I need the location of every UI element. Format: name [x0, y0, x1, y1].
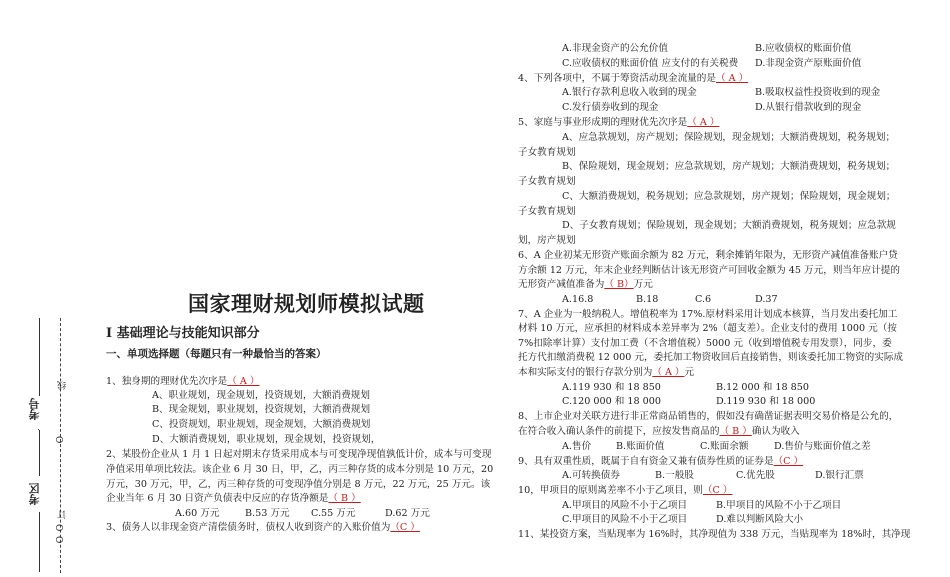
q8-option-d: D.售价与账面价值之差: [774, 441, 871, 452]
q2-line3: 万元，30 万元，甲，乙，丙三种存货的可变现净值分别是 8 万元，22 万元，25 万元。该: [106, 479, 491, 490]
page-title: 国家理财规划师模拟试题: [188, 292, 425, 316]
q11-line1: 11、某投资方案，当贴现率为 16%时，其净现值为 338 万元，当贴现率为 18%时，其净现: [518, 529, 911, 540]
q1-answer: （ A ）: [227, 376, 260, 387]
q1-option-b: B、现金规划，职业规划，投资规划，大额消费规划: [152, 404, 371, 415]
q2-option-d: D.62 万元: [385, 508, 430, 519]
q6-option-b: B.18: [636, 294, 659, 305]
q2-option-a: A.60 万元: [175, 508, 220, 519]
q6-line1: 6、A 企业初某无形资产账面余额为 82 万元，剩余摊销年限为，无形资产减值准备账户贷: [518, 250, 898, 261]
q6-option-c: C.6: [695, 294, 712, 305]
section-heading: I 基础理论与技能知识部分: [106, 326, 260, 341]
q5-option-b: B、保险规划，现金规划；应急款规划，房产规划；大额消费规划，税务规划；: [562, 161, 896, 172]
q3-stem: 3、债务人以非现金资产清偿债务时，债权人收到资产的入账价值为（C ）: [106, 522, 420, 533]
q10-option-b: B.甲项目的风险不小于乙项目: [716, 500, 842, 511]
q5-option-b-cont: 子女教育规划: [518, 176, 576, 187]
q7-answer: （ A ）: [652, 367, 685, 378]
q9-option-b: B.一般股: [655, 470, 694, 481]
q9-answer: （C ）: [773, 456, 804, 467]
q9-option-d: D.银行汇票: [815, 470, 864, 481]
q4-option-d: D.从银行借款收到的现金: [755, 102, 862, 113]
q8-line1: 8、上市企业对关联方进行非正常商品销售的，假如没有确凿证据表明交易价格是公允的，: [518, 411, 899, 422]
q9-stem: 9、具有双重性质，既属于自有资金又兼有债券性质的证券是（C ）: [518, 456, 804, 467]
q4-answer: （ A ）: [715, 73, 749, 84]
circle-mark-1: O: [56, 436, 66, 444]
q10-option-a: A.甲项目的风险不小于乙项目: [562, 500, 688, 511]
q3-option-c: C.应收债权的账面价值 应支付的有关税费: [562, 58, 739, 69]
q5-option-d-cont: 划，房产规划: [518, 235, 576, 246]
q7-line5: 本和实际支付的银行存款分别为（ A ）元: [518, 367, 695, 378]
q7-line1: 7、A 企业为一般纳税人。增值税率为 17%.原材料采用计划成本核算，当月发出委托加工: [518, 309, 898, 320]
q10-option-d: D.难以判断风险大小: [716, 514, 804, 525]
q7-line2: 材料 10 万元，应承担的材料成本差异率为 2%（超支差）。企业支付的费用 1000 元（按: [518, 323, 897, 334]
q7-line4: 托方代扣缴消费税 12 000 元，委托加工物资收回后直接销售，则该委托加工物资的实际成: [518, 352, 904, 363]
q5-option-c-cont: 子女教育规划: [518, 206, 576, 217]
exam-area-label: 考区: [28, 483, 41, 505]
line-mark: 线: [58, 381, 68, 390]
bind-mark: 订: [58, 510, 68, 519]
q6-option-d: D.37: [755, 294, 778, 305]
exam-area-rule-2: [39, 512, 40, 572]
q4-stem: 4、下列各项中，不属于筹资活动现金流量的是（ A ）: [518, 73, 749, 84]
q2-line1: 2、某股份企业从 1 月 1 日起对期末存货采用成本与可变现净现值孰低计价，成本与可变现: [106, 449, 492, 460]
q6-answer: （ B）: [604, 279, 634, 290]
exam-number-rule: [39, 318, 40, 396]
circle-mark-3: O: [56, 536, 66, 544]
exam-number-label: 考号: [28, 398, 41, 420]
q7-option-c: C.120 000 和 18 000: [562, 396, 661, 407]
q2-line2: 净值采用单项比较法。该企业 6 月 30 日，甲，乙，丙三种存货的成本分别是 10 万元，20: [106, 464, 494, 475]
q3-option-d: D.非现金资产原账面价值: [755, 58, 862, 69]
binding-line: [60, 318, 62, 573]
q2-line4: 企业当年 6 月 30 日资产负债表中反应的存货净额是（ B ）: [106, 493, 361, 504]
q7-option-d: D.119 930 和 18 000: [716, 396, 816, 407]
q8-answer: （ B ）: [719, 426, 752, 437]
q4-option-a: A.银行存款利息收入收到的现金: [562, 87, 697, 98]
q3-answer: （C ）: [390, 522, 420, 533]
q2-option-c: C.55 万元: [311, 508, 356, 519]
q9-option-c: C.优先股: [736, 470, 775, 481]
q7-option-a: A.119 930 和 18 850: [562, 382, 661, 393]
q5-stem: 5、家庭与事业形成期的理财优先次序是（ A ）: [518, 117, 720, 128]
q7-line3: 7%扣除率计算）支付加工费（不含增值税）5000 元（收到增值税专用发票），同步，委: [518, 338, 892, 349]
q10-stem: 10，甲项目的原则离差率不小于乙项目，则（C ）: [518, 485, 733, 496]
q8-option-a: A.售价: [562, 441, 592, 452]
q1-option-d: D、大额消费规划，职业规划，现金规划，投资规划，: [152, 434, 381, 445]
q1-option-a: A、职业规划，现金规划，投资规划，大额消费规划: [152, 390, 370, 401]
q6-line3: 无形资产减值准备为（ B）万元: [518, 279, 653, 290]
q2-answer: （ B ）: [328, 493, 361, 504]
q5-answer: （ A ）: [687, 117, 720, 128]
q4-option-c: C.发行债券收到的现金: [562, 102, 659, 113]
q10-option-c: C.甲项目的风险不小于乙项目: [562, 514, 688, 525]
q5-option-a-cont: 子女教育规划: [518, 147, 576, 158]
q1-stem: 1、独身期的理财优先次序是（ A ）: [106, 376, 260, 387]
q5-option-d: D、子女教育规划；保险规划，现金规划；大额消费规划，税务规划；应急款规: [562, 220, 896, 231]
q7-option-b: B.12 000 和 18 850: [716, 382, 809, 393]
circle-mark-2: O: [56, 524, 66, 532]
q8-line2: 在符合收入确认条件的前提下，应按发售商品的（ B ）确认为收入: [518, 426, 800, 437]
q3-option-a: A.非现金资产的公允价值: [562, 43, 668, 54]
q6-line2: 方余额 12 万元，年末企业经判断估计该无形资产可回收金额为 45 万元，则当年应计提的: [518, 265, 900, 276]
q10-answer: （C ）: [702, 485, 733, 496]
q5-option-c: C、大额消费规划，税务规划；应急款规划，房产规划；保险规划，现金规划；: [562, 191, 896, 202]
q6-option-a: A.16.8: [562, 294, 594, 305]
exam-area-rule: [39, 430, 40, 476]
q9-option-a: A.可转换债券: [562, 470, 620, 481]
q2-option-b: B.53 万元: [245, 508, 290, 519]
q4-option-b: B.吸取权益性投资收到的现金: [755, 87, 881, 98]
q3-option-b: B.应收债权的账面价值: [755, 43, 852, 54]
q1-option-c: C、投资规划，职业规划，现金规划，大额消费规划: [152, 419, 371, 430]
q5-option-a: A、应急款规划，房产规划；保险规划，现金规划；大额消费规划，税务规划；: [562, 132, 896, 143]
q8-option-c: C.账面余额: [700, 441, 749, 452]
q8-option-b: B.账面价值: [616, 441, 665, 452]
subsection-heading: 一、单项选择题（每题只有一种最恰当的答案）: [106, 348, 327, 360]
